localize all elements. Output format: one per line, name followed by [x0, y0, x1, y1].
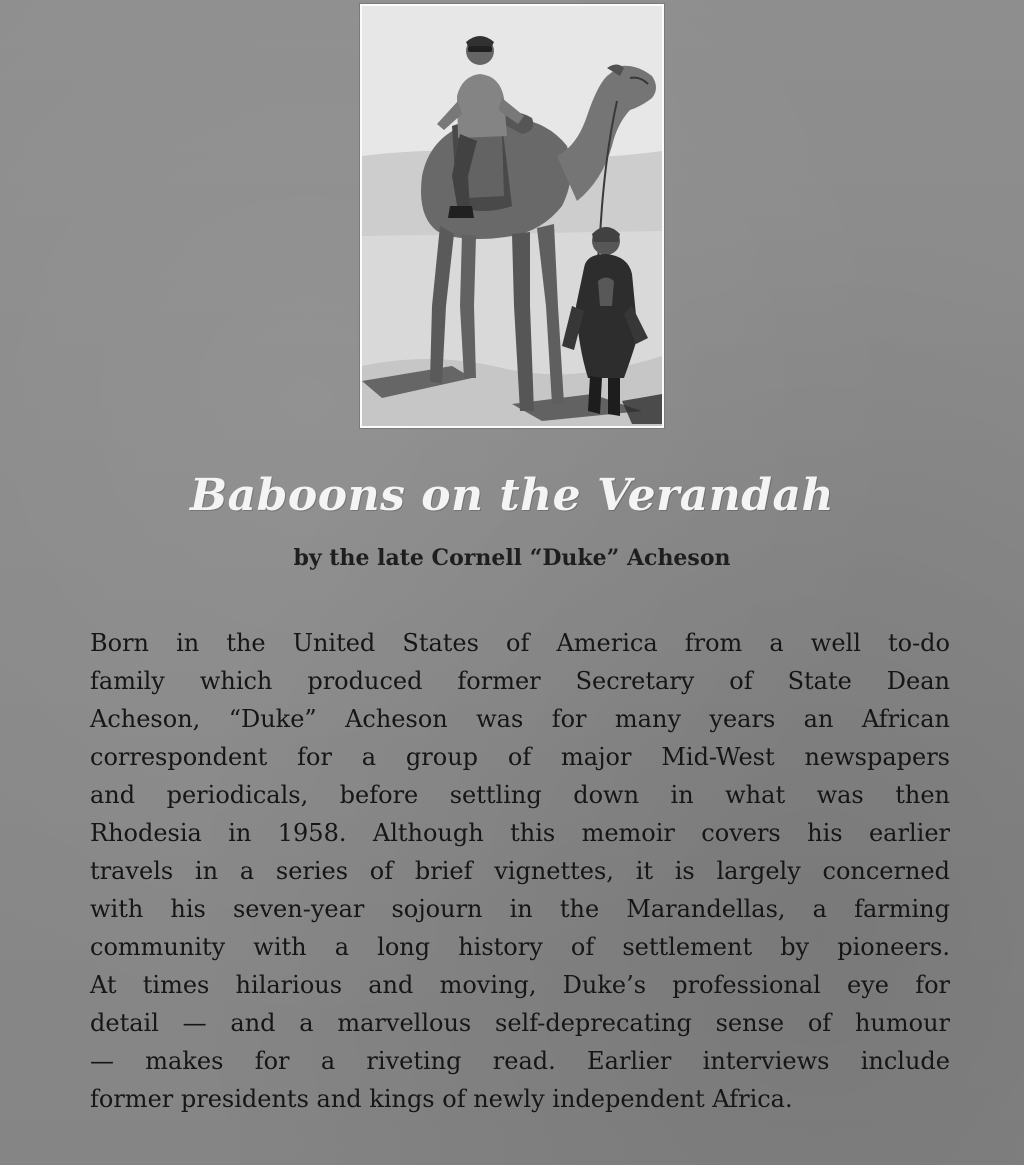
- description-line: travels in a series of brief vignettes, it is largely concerned: [90, 857, 950, 885]
- description-line: and periodicals, before settling down in what was then: [90, 781, 950, 809]
- description-line: detail — and a marvellous self-deprecating sense of humour: [90, 1009, 950, 1037]
- book-title: Baboons on the Verandah: [189, 470, 835, 521]
- description-line: Acheson, “Duke” Acheson was for many years an African: [90, 705, 950, 733]
- description-line: — makes for a riveting read. Earlier interviews include: [90, 1047, 950, 1075]
- author-byline: by the late Cornell “Duke” Acheson: [293, 545, 731, 571]
- description-line: with his seven-year sojourn in the Marandellas, a farming: [90, 895, 950, 923]
- description-line: former presidents and kings of newly independent Africa.: [90, 1085, 793, 1113]
- cover-photo: [360, 4, 664, 428]
- description-line: Rhodesia in 1958. Although this memoir covers his earlier: [90, 819, 950, 847]
- description-line: correspondent for a group of major Mid-West newspapers: [90, 743, 950, 771]
- description-line: Born in the United States of America from a well to-do: [90, 629, 950, 657]
- description-line: At times hilarious and moving, Duke’s professional eye for: [90, 971, 950, 999]
- description-line: family which produced former Secretary of State Dean: [90, 667, 950, 695]
- camel-rider-photo-icon: [362, 6, 662, 426]
- description-line: community with a long history of settlement by pioneers.: [90, 933, 950, 961]
- book-description: [90, 624, 950, 1118]
